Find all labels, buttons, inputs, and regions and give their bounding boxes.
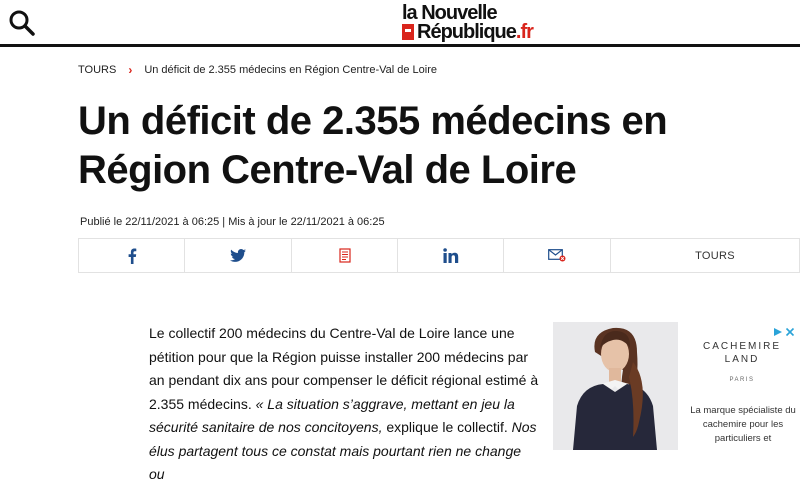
linkedin-icon (443, 248, 459, 263)
breadcrumb-home-link[interactable]: TOURS (78, 64, 117, 76)
print-icon (339, 248, 351, 263)
share-print-button[interactable] (292, 239, 398, 272)
site-header (0, 0, 800, 47)
ad-close-icon[interactable] (785, 324, 795, 334)
publication-dates: Publié le 22/11/2021 à 06:25 | Mis à jour le 22/11/2021 à 06:25 (80, 216, 385, 228)
ad-brand: CACHEMIRE LAND (702, 341, 781, 365)
email-icon (548, 249, 566, 262)
ad-city: PARIS (729, 377, 755, 383)
twitter-icon (230, 249, 246, 262)
share-tag-label: TOURS (695, 249, 735, 262)
breadcrumb (78, 63, 437, 77)
logo-line1: la Nouvelle (402, 2, 497, 24)
article-attribution: explique le collectif. (382, 419, 512, 435)
share-bar (78, 238, 800, 273)
ad-choices[interactable] (773, 324, 795, 334)
search-icon[interactable] (8, 9, 36, 37)
logo-line2: République (417, 21, 516, 43)
share-twitter-button[interactable] (185, 239, 292, 272)
share-email-button[interactable] (504, 239, 611, 272)
share-tag-link[interactable] (611, 239, 799, 272)
article-body (149, 322, 539, 487)
page-title: Un déficit de 2.355 médecins en Région Centre-Val de Loire (78, 99, 668, 192)
logo-tld: .fr (515, 21, 533, 43)
facebook-icon (127, 248, 137, 264)
chevron-right-icon: › (128, 63, 133, 77)
logo-mark-icon (402, 24, 414, 40)
share-facebook-button[interactable] (79, 239, 185, 272)
article-quote-continued: Nos élus partagent tous ce constat mais pourtant rien ne change ou (149, 419, 537, 482)
ad-info-icon[interactable] (773, 324, 783, 334)
article-quote: « La situation s’aggrave, mettant en jeu la sécurité sanitaire de nos concitoyens, (149, 395, 515, 435)
article-paragraph: Le collectif 200 médecins du Centre-Val de Loire lance une pétition pour que la Région puisse installer 200 médecins par an pendant dix ans pour compenser le déficit régional estimé à 2.355 médecins. (149, 325, 539, 412)
share-linkedin-button[interactable] (398, 239, 504, 272)
advertisement[interactable] (553, 322, 800, 450)
breadcrumb-current: Un déficit de 2.355 médecins en Région Centre-Val de Loire (144, 64, 438, 76)
ad-photo (553, 322, 678, 450)
ad-text: La marque spécialiste du cachemire pour les particuliers et (690, 405, 796, 444)
site-logo[interactable] (402, 3, 547, 43)
